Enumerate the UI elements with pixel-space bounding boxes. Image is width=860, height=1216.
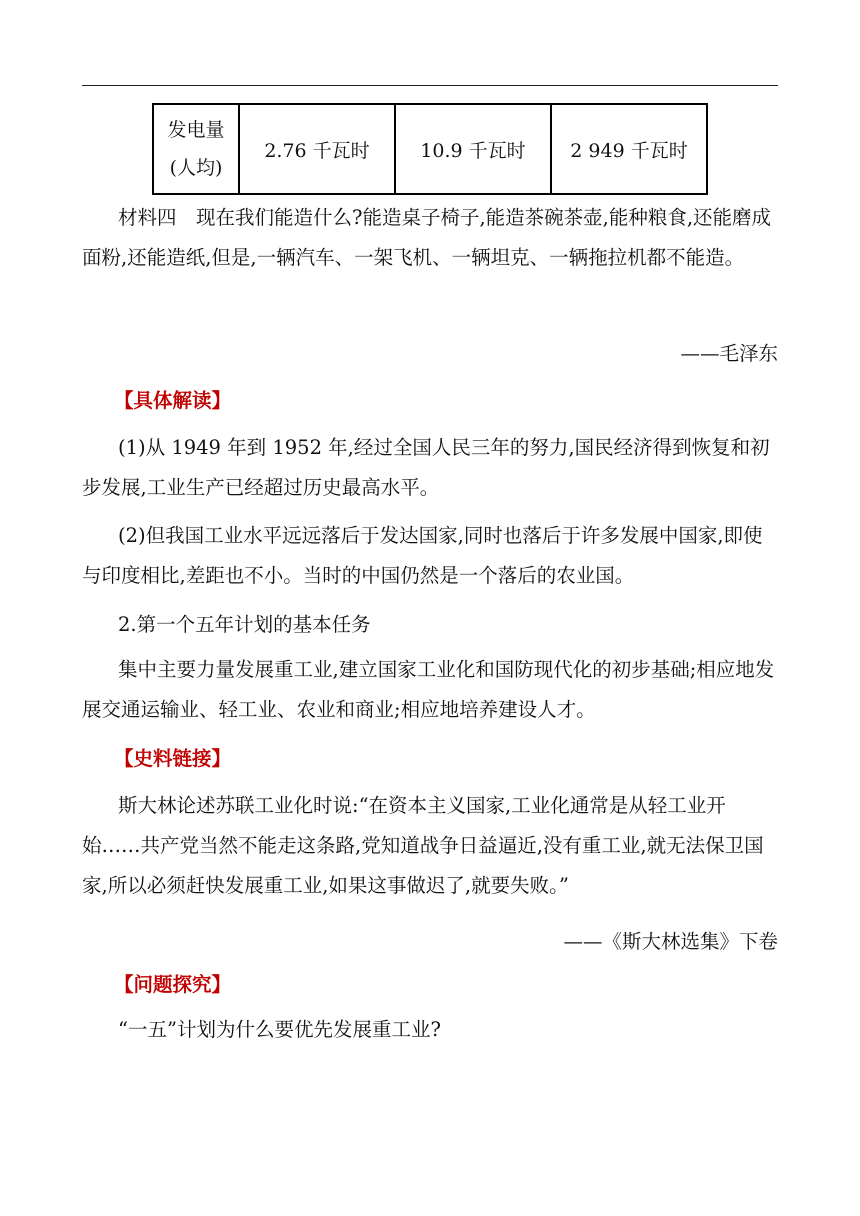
question-text: “一五”计划为什么要优先发展重工业? [118,1018,441,1041]
top-rule [82,85,778,86]
link-text: 斯大林论述苏联工业化时说:“在资本主义国家,工业化通常是从轻工业开始……共产党当然不能走这条路,党知道战争日益逼近,没有重工业,就无法保卫国家,所以必须赶快发展重工业,如果这事做迟了,就要失败。” [82,794,764,897]
table-cell-2: 10.9 千瓦时 [395,104,551,194]
section-heading-interpret: 【具体解读】 [114,389,232,412]
section-heading-link: 【史料链接】 [114,747,232,770]
interpret-item-2: (2)但我国工业水平远远落后于发达国家,同时也落后于许多发展中国家,即使与印度相比,差距也不小。当时的中国仍然是一个落后的农业国。 [82,524,763,587]
table-cell-3: 2 949 千瓦时 [551,104,707,194]
link-source: ——《斯大林选集》下卷 [563,930,778,953]
row-label-line1: 发电量 [167,119,225,141]
task-title: 2.第一个五年计划的基本任务 [118,613,371,636]
row-label-cell [153,104,239,194]
interpret-item-1: (1)从 1949 年到 1952 年,经过全国人民三年的努力,国民经济得到恢复和初步发展,工业生产已经超过历史最高水平。 [82,436,770,499]
table-row [153,104,707,194]
material4-text: 材料四 现在我们能造什么?能造桌子椅子,能造茶碗茶壶,能种粮食,还能磨成面粉,还能造纸,但是,一辆汽车、一架飞机、一辆坦克、一辆拖拉机都不能造。 [82,206,772,269]
task-text: 集中主要力量发展重工业,建立国家工业化和国防现代化的初步基础;相应地发展交通运输业、轻工业、农业和商业;相应地培养建设人才。 [82,658,775,721]
row-label-line2: (人均) [169,157,223,179]
section-heading-question: 【问题探究】 [114,973,232,996]
material4-source: ——毛泽东 [680,342,778,365]
power-generation-table [152,103,708,195]
table-cell-1: 2.76 千瓦时 [239,104,395,194]
